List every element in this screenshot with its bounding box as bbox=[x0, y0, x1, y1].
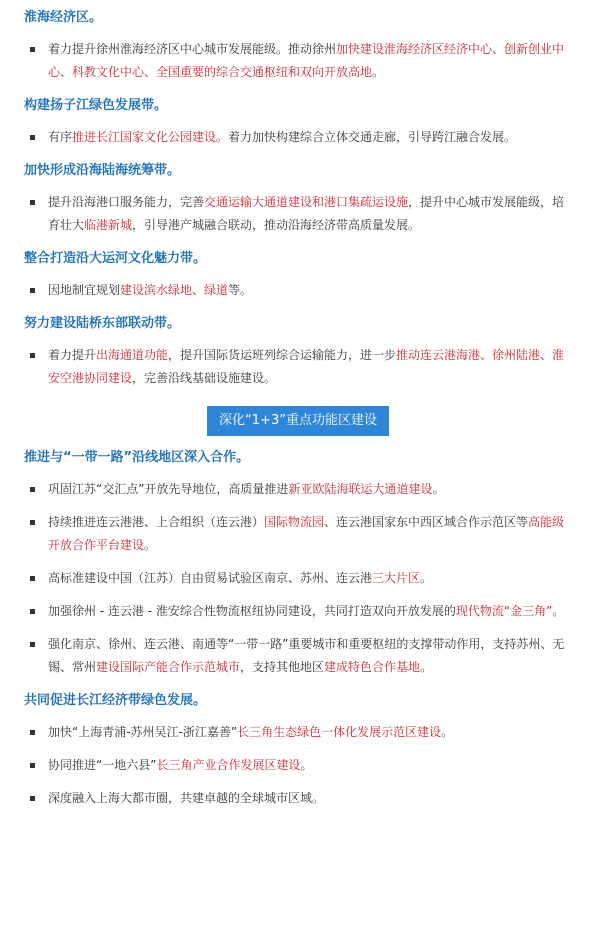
body-text: ，提升国际货运班列综合运输能力，进一步 bbox=[168, 348, 397, 362]
body-text: 。 bbox=[372, 65, 385, 79]
square-bullet-icon bbox=[30, 730, 35, 735]
body-text: ，支持其他地区 bbox=[240, 660, 325, 674]
square-bullet-icon bbox=[30, 796, 35, 801]
body-text: 。 bbox=[144, 538, 157, 552]
highlighted-text: 高能级开放合作平台建设 bbox=[48, 515, 565, 552]
body-text: 。 bbox=[432, 482, 445, 496]
body-text: 高标准建设中国（江苏）自由贸易试验区南京、苏州、连云港 bbox=[48, 571, 373, 585]
section-banner: 深化“1+3”重点功能区建设 bbox=[207, 406, 389, 436]
section-heading: 共同促进长江经济带绿色发展。 bbox=[24, 693, 207, 708]
square-bullet-icon bbox=[30, 609, 35, 614]
body-text: 。 bbox=[420, 571, 433, 585]
square-bullet-icon bbox=[30, 47, 35, 52]
body-text: 提升沿海港口服务能力，完善 bbox=[48, 195, 205, 209]
section-heading: 努力建设陆桥东部联动带。 bbox=[24, 316, 181, 331]
highlighted-text: 临港新城 bbox=[84, 218, 133, 232]
highlighted-text: 推进长江国家文化公园建设 bbox=[72, 130, 217, 144]
body-text: 。 bbox=[420, 660, 433, 674]
highlighted-text: 建设国际产能合作示范城市 bbox=[96, 660, 241, 674]
list-item bbox=[24, 721, 572, 744]
banner-wrap bbox=[24, 406, 572, 436]
body-text: 因地制宜规划 bbox=[48, 283, 121, 297]
body-text: ，引导港产城融合联动，推动沿海经济带高质量发展。 bbox=[132, 218, 421, 232]
body-text: 等。 bbox=[228, 283, 253, 297]
section-heading: 淮海经济区。 bbox=[24, 10, 103, 25]
highlighted-text: 出海通道功能 bbox=[96, 348, 169, 362]
highlighted-text: 三大片区 bbox=[372, 571, 421, 585]
square-bullet-icon bbox=[30, 520, 35, 525]
square-bullet-icon bbox=[30, 200, 35, 205]
highlighted-text: 新亚欧陆海联运大通道建设 bbox=[288, 482, 433, 496]
list-item bbox=[24, 754, 572, 777]
list-item bbox=[24, 191, 572, 237]
body-text: ，提升中心城市发展能级，培育壮大 bbox=[48, 195, 565, 232]
list-item bbox=[24, 567, 572, 590]
body-text: ，完善沿线基础设施建设。 bbox=[132, 371, 277, 385]
square-bullet-icon bbox=[30, 487, 35, 492]
body-text: 加快“上海青浦-苏州吴江-浙江嘉善” bbox=[48, 725, 238, 739]
list-item bbox=[24, 600, 572, 623]
list-item bbox=[24, 478, 572, 501]
list-item bbox=[24, 279, 572, 302]
highlighted-text: 交通运输大通道建设和港口集疏运设施 bbox=[204, 195, 409, 209]
highlighted-text: 国际物流园 bbox=[264, 515, 325, 529]
highlighted-text: 现代物流“金三角” bbox=[455, 604, 553, 618]
body-text: 。 bbox=[441, 725, 454, 739]
body-text: 持续推进连云港港、上合组织（连云港） bbox=[48, 515, 265, 529]
section-heading: 推进与“一带一路”沿线地区深入合作。 bbox=[24, 450, 250, 465]
square-bullet-icon bbox=[30, 763, 35, 768]
list-item bbox=[24, 38, 572, 84]
sections-bottom bbox=[24, 448, 572, 810]
list-item bbox=[24, 633, 572, 679]
highlighted-text: 建成特色合作基地 bbox=[324, 660, 421, 674]
sections-top bbox=[24, 8, 572, 390]
list-item bbox=[24, 511, 572, 557]
body-text: 强化南京、徐州、连云港、南通等“一带一路”重要城市和重要枢纽的支撑带动作用，支持苏州、无锡、常州 bbox=[48, 637, 565, 674]
square-bullet-icon bbox=[30, 135, 35, 140]
body-text: 巩固江苏“交汇点”开放先导地位，高质量推进 bbox=[48, 482, 289, 496]
body-text: 。着力加快构建综合立体交通走廊，引导跨江融合发展。 bbox=[216, 130, 517, 144]
square-bullet-icon bbox=[30, 353, 35, 358]
square-bullet-icon bbox=[30, 288, 35, 293]
highlighted-text: 建设滨水绿地、绿道 bbox=[120, 283, 229, 297]
list-item bbox=[24, 126, 572, 149]
body-text: 深度融入上海大都市圈，共建卓越的全球城市区域。 bbox=[48, 791, 325, 805]
highlighted-text: 加快建设淮海经济区经济中心、创新创业中心、科教文化中心、全国重要的综合交通枢纽和双向开放高地 bbox=[48, 42, 565, 79]
section-heading: 整合打造沿大运河文化魅力带。 bbox=[24, 251, 207, 266]
square-bullet-icon bbox=[30, 642, 35, 647]
body-text: 、连云港国家东中西区域合作示范区等 bbox=[324, 515, 529, 529]
body-text: 加强徐州 - 连云港 - 淮安综合性物流枢纽协同建设，共同打造双向开放发展的 bbox=[48, 604, 456, 618]
body-text: 着力提升徐州淮海经济区中心城市发展能级。推动徐州 bbox=[48, 42, 337, 56]
body-text: 。 bbox=[300, 758, 313, 772]
highlighted-text: 推动连云港海港、徐州陆港、淮安空港协同建设 bbox=[48, 348, 565, 385]
highlighted-text: 长三角产业合作发展区建设 bbox=[156, 758, 301, 772]
highlighted-text: 长三角生态绿色一体化发展示范区建设 bbox=[237, 725, 442, 739]
body-text: 着力提升 bbox=[48, 348, 97, 362]
square-bullet-icon bbox=[30, 576, 35, 581]
body-text: 有序 bbox=[48, 130, 73, 144]
body-text: 协同推进“一地六县” bbox=[48, 758, 157, 772]
section-heading: 构建扬子江绿色发展带。 bbox=[24, 98, 168, 113]
list-item bbox=[24, 787, 572, 810]
section-heading: 加快形成沿海陆海统筹带。 bbox=[24, 163, 181, 178]
list-item bbox=[24, 344, 572, 390]
body-text: 。 bbox=[552, 604, 565, 618]
